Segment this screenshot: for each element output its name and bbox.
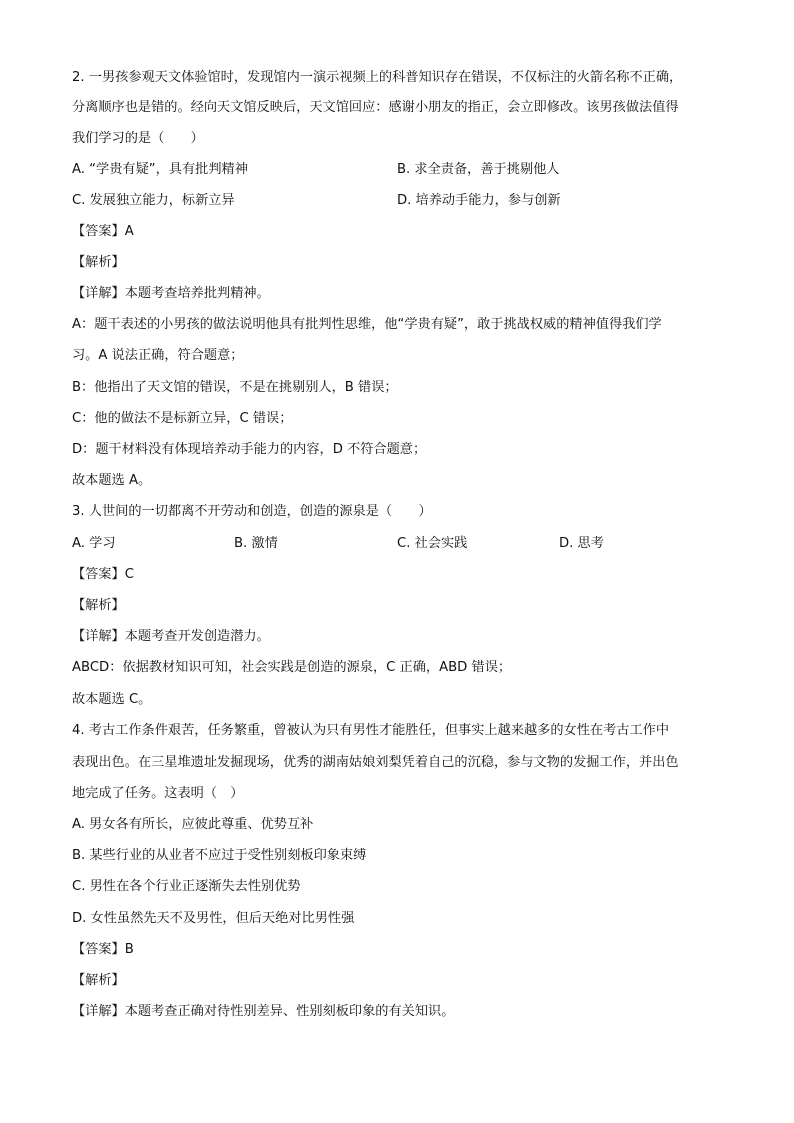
q2-stem-line-2: 分离顺序也是错的。经向天文馆反映后，天文馆回应：感谢小朋友的指正，会立即修改。该男孩做法值得 [72, 100, 679, 115]
q3-option-a: A. 学习 [72, 536, 116, 551]
q4-detail-line-1: 【详解】本题考查正确对待性别差异、性别刻板印象的有关知识。 [72, 1004, 455, 1019]
q4-option-b: B. 某些行业的从业者不应过于受性别刻板印象束缚 [72, 848, 367, 863]
q4-option-a: A. 男女各有所长，应彼此尊重、优势互补 [72, 817, 314, 832]
q4-stem-line-1: 4. 考古工作条件艰苦，任务繁重，曾被认为只有男性才能胜任，但事实上越来越多的女性在考古工作中 [72, 723, 670, 738]
q2-detail-line-1: 【详解】本题考查培养批判精神。 [72, 286, 270, 301]
q3-answer: 【答案】C [72, 567, 134, 582]
q3-detail-line-2: ABCD：依据教材知识可知，社会实践是创造的源泉，C 正确，ABD 错误； [72, 660, 512, 675]
q3-detail-line-3: 故本题选 C。 [72, 692, 152, 707]
q2-detail-line-3: 习。A 说法正确，符合题意； [72, 348, 244, 363]
q3-option-d: D. 思考 [559, 536, 604, 551]
q2-analysis-label: 【解析】 [72, 255, 125, 270]
q2-option-b: B. 求全责备，善于挑剔他人 [397, 162, 560, 177]
q2-detail-line-5: C：他的做法不是标新立异，C 错误； [72, 411, 293, 426]
q2-stem-line-1: 2. 一男孩参观天文体验馆时，发现馆内一演示视频上的科普知识存在错误，不仅标注的火箭名称不正确， [72, 70, 683, 85]
q3-detail-line-1: 【详解】本题考查开发创造潜力。 [72, 629, 270, 644]
q2-option-d: D. 培养动手能力，参与创新 [397, 193, 561, 208]
q4-option-c: C. 男性在各个行业正逐渐失去性别优势 [72, 879, 301, 894]
q4-stem-line-2: 表现出色。在三星堆遗址发掘现场，优秀的湖南姑娘刘梨凭着自己的沉稳，参与文物的发掘工作，并出色 [72, 755, 679, 770]
q3-stem: 3. 人世间的一切都离不开劳动和创造，创造的源泉是（ ） [72, 504, 432, 519]
q2-option-a: A. “学贵有疑”，具有批判精神 [72, 162, 248, 177]
q4-option-d: D. 女性虽然先天不及男性，但后天绝对比男性强 [72, 911, 355, 926]
q4-answer: 【答案】B [72, 942, 134, 957]
q2-stem-line-3: 我们学习的是（ ） [72, 131, 204, 146]
q4-analysis-label: 【解析】 [72, 973, 125, 988]
q3-analysis-label: 【解析】 [72, 598, 125, 613]
q3-option-c: C. 社会实践 [397, 536, 468, 551]
q2-answer: 【答案】A [72, 224, 134, 239]
q2-detail-line-6: D：题干材料没有体现培养动手能力的内容，D 不符合题意； [72, 442, 427, 457]
q3-option-b: B. 激情 [234, 536, 278, 551]
q2-detail-line-2: A：题干表述的小男孩的做法说明他具有批判性思维，他“学贵有疑”，敢于挑战权威的精神值得我们学 [72, 317, 662, 332]
q2-option-c: C. 发展独立能力，标新立异 [72, 193, 235, 208]
q4-stem-line-3: 地完成了任务。这表明（ ） [72, 786, 244, 801]
q2-detail-line-4: B：他指出了天文馆的错误，不是在挑剔别人，B 错误； [72, 380, 398, 395]
q2-detail-line-7: 故本题选 A。 [72, 473, 152, 488]
